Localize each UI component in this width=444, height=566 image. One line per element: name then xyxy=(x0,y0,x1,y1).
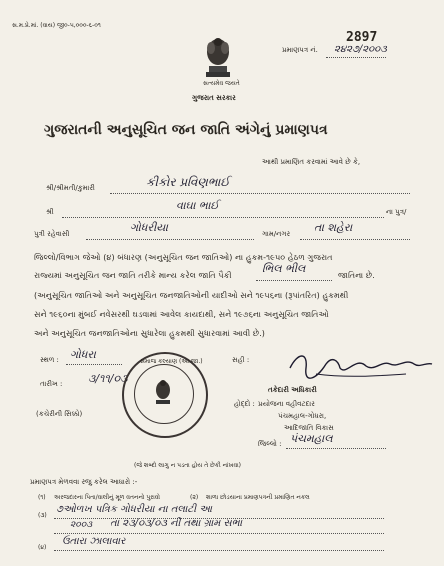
place-value: ગોધરા xyxy=(70,348,96,361)
doc-1-text: અરજદારના પિતા/વાલીનું મૂળ વતનનો પુરાવો xyxy=(54,494,161,501)
designation-label: હોદ્દો : xyxy=(234,400,255,408)
handwritten-note-4: ઉતારા ઝાલાવાર xyxy=(62,536,126,547)
residence-line xyxy=(86,239,254,240)
signature-label: સહી : xyxy=(232,356,250,364)
name-value: કીકોર પ્રવિણભાઈ xyxy=(146,175,230,189)
district-line xyxy=(286,448,386,449)
emblem-caption: સત્યમેવ જયતે xyxy=(203,80,240,87)
intro-text: આથી પ્રમાણિત કરવામાં આવે છે કે, xyxy=(262,158,361,166)
stamp-text: સમાજ કલ્યાણ (આ.જા.) xyxy=(140,358,203,365)
doc-2-number: (૨) xyxy=(190,494,199,501)
doc-2-text: શાળા છોડયાના પ્રમાણપત્રની પ્રમાણિત નકલ xyxy=(206,494,310,501)
doc-3b-line xyxy=(54,533,384,534)
documents-heading: પ્રમાણપત્ર મેળવવા રજુ કરેલ આધારો :- xyxy=(30,478,138,486)
caste-line xyxy=(256,280,332,281)
place-line xyxy=(66,364,122,365)
body-line-4: સને ૧૯૬૦ના મુંબઈ નવેસરથી ઘડવામાં આવેલ કાયદાથી, સને ૧૯૭૬ના અનુસૂચિત જાતિઓ xyxy=(34,310,329,319)
certificate-number-label: પ્રમાણપત્ર નં. xyxy=(282,46,318,54)
father-value: વાઘા ભાઈ xyxy=(176,199,219,212)
name-line xyxy=(110,193,410,194)
village-value: તા શહેરા xyxy=(314,221,353,234)
date-value: ૩/૧૧/૦૩ xyxy=(88,372,128,385)
date-label: તારીખ : xyxy=(40,380,63,388)
father-suffix: ના પુત્ર/ xyxy=(386,208,407,216)
body-line-3: (અનુસૂચિત જાતિઓ અને અનુસૂચિત જનજાતિઓની યાદીઓ સને ૧૯૫૬ના (રૂપાંતરિત) હુકમથી xyxy=(34,291,349,300)
residence-label: પુત્રી રહેવાસી xyxy=(34,230,70,238)
handwritten-note-1: ૭ઓળખ પત્રિક ગોધરીયા ના તલાટી આ xyxy=(56,504,212,515)
caste-value: ભિલ ભીલ xyxy=(262,262,306,275)
officer-title: તકેદારી અધિકારી xyxy=(268,386,317,394)
officer-signature xyxy=(286,346,436,386)
father-line xyxy=(62,217,384,218)
doc-4-line xyxy=(54,550,384,551)
doc-3-number: (૩) xyxy=(38,512,47,519)
body-line-1: જિલ્લો/વિભાગ જેઓ (૪) બંધારણ (અનુસૂચિત જન જાતિઓ) ના હુકમ-૧૯૫૦ હેઠળ ગુજરાત xyxy=(34,253,333,262)
village-label: ગામ/નગર xyxy=(262,230,291,238)
government-name: ગુજરાત સરકાર xyxy=(192,94,236,102)
doc-1-number: (૧) xyxy=(38,494,46,501)
district-value: પંચમહાલ xyxy=(290,432,333,445)
village-line xyxy=(300,239,410,240)
form-reference: સ.મ.પ્રે.માં. (વાય) જી૦-૫,૦૦૦-૬-૦૧ xyxy=(12,22,101,29)
place-label: સ્થળ : xyxy=(40,356,59,364)
serial-number: 2897 xyxy=(346,30,378,45)
handwritten-note-3: ૨૦૦૩ xyxy=(70,520,93,530)
name-label: શ્રી/શ્રીમતી/કુમારી xyxy=(46,184,95,192)
residence-value: ગોધરીયા xyxy=(130,221,168,234)
handwritten-note-2: તા ૨૩/૦૩/૦૩ ની તથા ગ્રામ સભા xyxy=(110,518,243,529)
body-line-5: અને અનુસૂચિત જનજાતિઓના સુધારેલા હુકમથી સુધારવામાં આવી છે.) xyxy=(34,329,266,338)
office-line: પંચમહાલ-ગોધરા, xyxy=(278,412,327,420)
doc-4-number: (૪) xyxy=(38,544,47,551)
serial-line xyxy=(326,57,386,58)
district-label: જિલ્લો : xyxy=(258,440,282,448)
serial-handwritten: ૨૪૨૭/૨૦૦૩ xyxy=(334,44,387,55)
body-line-2: રાજ્યમાં અનુસૂચિત જન જાતિ તરીકે માન્ય કરેલ જાતિ પૈકી xyxy=(34,271,232,280)
dept-line: આદિજાતિ વિકાસ xyxy=(284,424,334,432)
strike-note: (જે શબ્દો લાગુ ન પડતા હોય તે છેકી નાંખવા) xyxy=(134,462,242,469)
father-label: શ્રી xyxy=(46,208,54,216)
designation-value: પ્રયોજના વહીવટદાર xyxy=(258,400,315,408)
body-line-2-end: જાતિના છે. xyxy=(338,271,375,280)
state-emblem-icon xyxy=(199,32,237,80)
stamp-emblem-icon xyxy=(152,376,174,406)
certificate-title: ગુજરાતની અનુસૂચિત જન જાતિ અંગેનું પ્રમાણપત્ર xyxy=(44,122,328,138)
office-seal-label: (કચેરીની સિક્કો) xyxy=(36,410,83,418)
